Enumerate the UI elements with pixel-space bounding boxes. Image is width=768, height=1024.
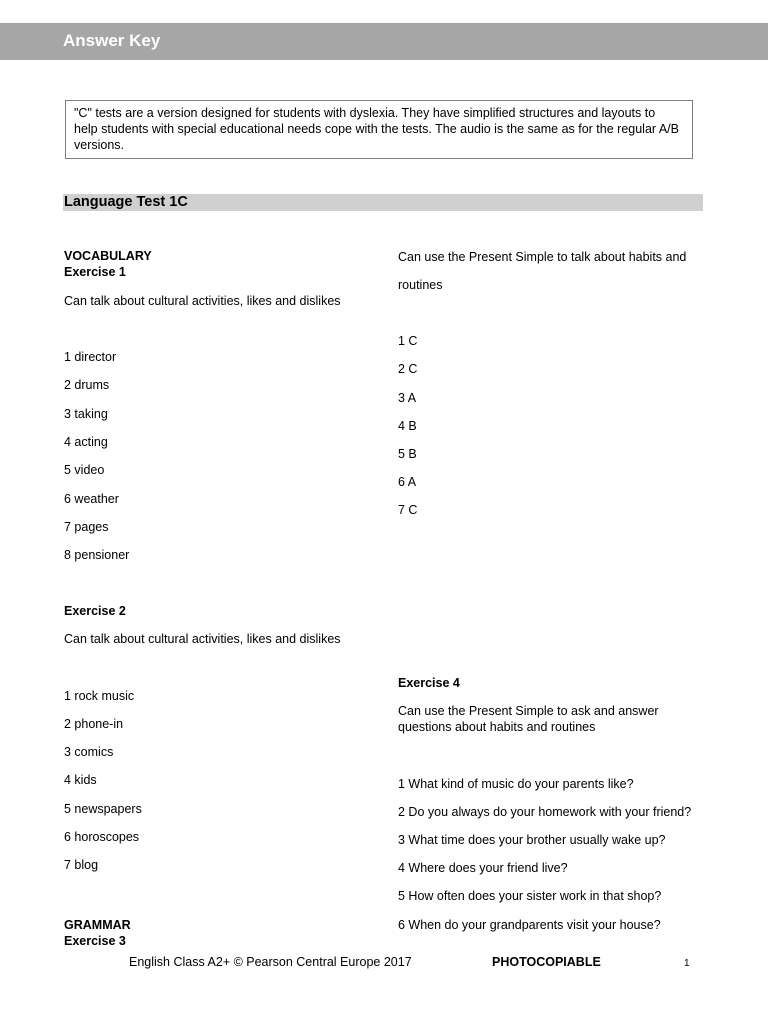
page-number: 1: [684, 958, 690, 969]
exercise-3-description: Can use the Present Simple to talk about habits and: [398, 250, 687, 264]
exercise-4-description-cont: questions about habits and routines: [398, 720, 596, 734]
ex2-answer: 6 horoscopes: [64, 830, 140, 844]
ex1-answer: 3 taking: [64, 407, 108, 421]
ex2-answer: 2 phone-in: [64, 717, 124, 731]
ex1-answer: 1 director: [64, 350, 117, 364]
grammar-heading: GRAMMAR: [64, 918, 131, 932]
page-header-title: Answer Key: [63, 31, 161, 50]
ex4-answer: 2 Do you always do your homework with your friend?: [398, 805, 692, 819]
footer-copyright: English Class A2+ © Pearson Central Europe 2017: [129, 955, 412, 969]
exercise-1-heading: Exercise 1: [64, 265, 126, 279]
ex2-answer: 7 blog: [64, 858, 99, 872]
ex3-answer: 3 A: [398, 391, 417, 405]
exercise-1-description: Can talk about cultural activities, likes and dislikes: [64, 294, 341, 308]
ex1-answer: 4 acting: [64, 435, 108, 449]
exercise-3-description-cont: routines: [398, 278, 443, 292]
ex3-answer: 6 A: [398, 475, 417, 489]
ex4-answer: 4 Where does your friend live?: [398, 861, 568, 875]
ex2-answer: 5 newspapers: [64, 802, 142, 816]
exercise-2-description: Can talk about cultural activities, likes and dislikes: [64, 632, 341, 646]
exercise-3-heading: Exercise 3: [64, 934, 126, 948]
header-bar: [0, 23, 768, 60]
exercise-2-heading: Exercise 2: [64, 604, 126, 618]
section-bar: [63, 194, 703, 211]
exercise-4-heading: Exercise 4: [398, 676, 460, 690]
footer-photocopiable: PHOTOCOPIABLE: [492, 955, 601, 969]
ex1-answer: 5 video: [64, 463, 105, 477]
ex3-answer: 2 C: [398, 362, 418, 376]
ex4-answer: 1 What kind of music do your parents like?: [398, 777, 634, 791]
ex1-answer: 7 pages: [64, 520, 109, 534]
ex2-answer: 1 rock music: [64, 689, 135, 703]
ex2-answer: 4 kids: [64, 773, 97, 787]
ex2-answer: 3 comics: [64, 745, 114, 759]
ex3-answer: 1 C: [398, 334, 418, 348]
vocabulary-heading: VOCABULARY: [64, 249, 152, 263]
ex4-answer: 3 What time does your brother usually wake up?: [398, 833, 666, 847]
ex3-answer: 4 B: [398, 419, 417, 433]
dyslexia-note-box: "C" tests are a version designed for students with dyslexia. They have simplified structures and layouts to help students with special educational needs cope with the tests. The audio is the same as for the regular A/B versions.: [65, 100, 693, 159]
ex1-answer: 8 pensioner: [64, 548, 130, 562]
ex3-answer: 7 C: [398, 503, 418, 517]
exercise-4-description: Can use the Present Simple to ask and answer: [398, 704, 659, 718]
ex1-answer: 2 drums: [64, 378, 110, 392]
ex4-answer: 5 How often does your sister work in that shop?: [398, 889, 662, 903]
ex1-answer: 6 weather: [64, 492, 119, 506]
ex3-answer: 5 B: [398, 447, 417, 461]
ex4-answer: 6 When do your grandparents visit your house?: [398, 918, 661, 932]
section-title: Language Test 1C: [64, 194, 188, 210]
